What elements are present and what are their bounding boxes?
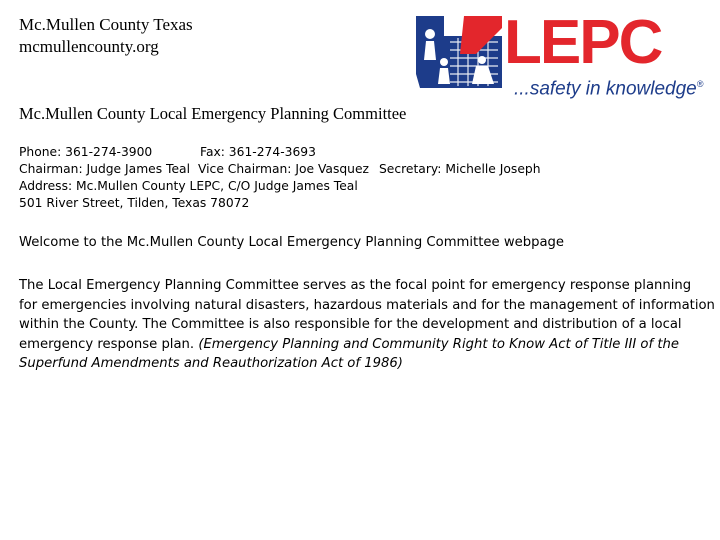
phone-number: Phone: 361-274-3900	[19, 145, 153, 159]
vice-chairman: Vice Chairman: Joe Vasquez	[198, 162, 369, 176]
paragraph-line	[19, 354, 709, 374]
texas-shield-icon	[414, 14, 504, 90]
paragraph-line: for emergencies involving natural disasters, hazardous materials and for the management of information	[19, 297, 715, 313]
lepc-tagline: ...safety in knowledge®	[514, 78, 704, 100]
county-website: mcmullencounty.org	[19, 37, 159, 56]
address-line-1: Address: Mc.Mullen County LEPC, C/O Judge James Teal	[19, 179, 358, 193]
lepc-wordmark: LEPC	[504, 8, 662, 77]
description-paragraph	[19, 276, 715, 374]
county-header	[19, 14, 193, 58]
act-citation: (Emergency Planning and Community Right to Know Act of Title III of the	[198, 336, 679, 352]
county-name: Mc.Mullen County Texas	[19, 15, 193, 34]
lepc-logo	[414, 8, 704, 100]
welcome-heading: Welcome to the Mc.Mullen County Local Emergency Planning Committee webpage	[19, 235, 565, 250]
fax-number: Fax: 361-274-3693	[200, 145, 316, 159]
secretary: Secretary: Michelle Joseph	[379, 162, 541, 176]
paragraph-line: The Local Emergency Planning Committee serves as the focal point for emergency response planning	[19, 278, 692, 293]
contact-row-phone	[19, 144, 358, 161]
chairman: Chairman: Judge James Teal	[19, 162, 190, 176]
committee-title: Mc.Mullen County Local Emergency Planning Committee	[19, 104, 407, 123]
act-citation: Superfund Amendments and Reauthorization Act of 1986)	[19, 356, 403, 371]
paragraph-line: within the County. The Committee is also responsible for the development and distribution of a local	[19, 317, 682, 332]
contact-row-officers	[19, 161, 541, 178]
contact-block	[19, 144, 541, 212]
trademark-mark: ®	[696, 79, 704, 89]
paragraph-line: emergency response plan. (Emergency Planning and Community Right to Know Act of Title III of the	[19, 336, 679, 352]
address-line-2: 501 River Street, Tilden, Texas 78072	[19, 196, 250, 210]
